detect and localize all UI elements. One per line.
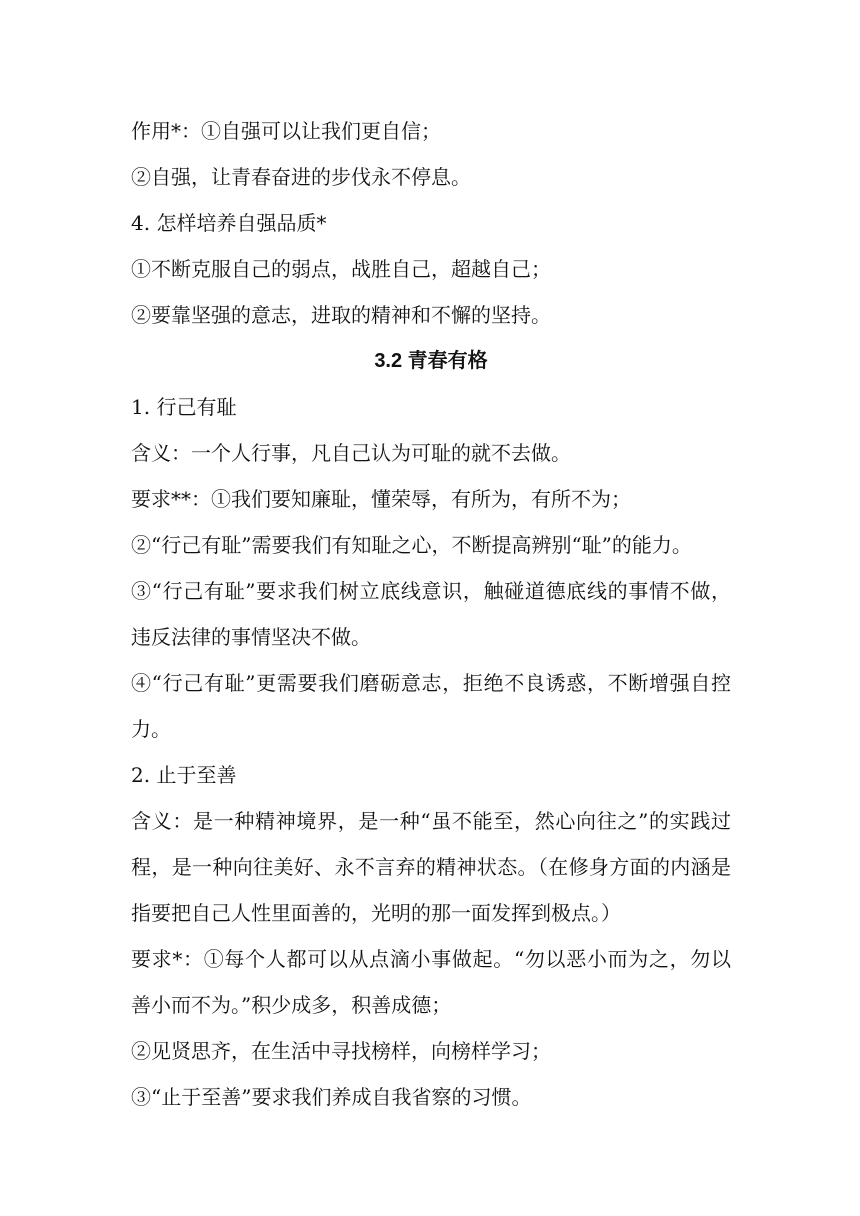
text-paragraph: ④“行己有耻”更需要我们磨砺意志，拒绝不良诱惑，不断增强自控力。 xyxy=(131,671,731,741)
text-line: 含义：一个人行事，凡自己认为可耻的就不去做。 xyxy=(131,441,571,465)
text-line: ②“行己有耻”需要我们有知耻之心，不断提高辨别“耻”的能力。 xyxy=(131,533,692,557)
text-line: 作用*：①自强可以让我们更自信； xyxy=(131,119,441,143)
text-paragraph: ③“行己有耻”要求我们树立底线意识，触碰道德底线的事情不做，违反法律的事情坚决不做。 xyxy=(131,579,731,649)
text-line: ①不断克服自己的弱点，战胜自己，超越自己； xyxy=(131,257,551,281)
section-heading: 3.2 青春有格 xyxy=(374,350,488,372)
text-line: ②要靠坚强的意志，进取的精神和不懈的坚持。 xyxy=(131,303,551,327)
text-paragraph: 含义：是一种精神境界，是一种“虽不能至，然心向往之”的实践过程，是一种向往美好、永不言弃的精神状态。（在修身方面的内涵是指要把自己人性里面善的，光明的那一面发挥到极点。） xyxy=(131,809,731,925)
text-line: ②自强，让青春奋进的步伐永不停息。 xyxy=(131,165,471,189)
text-paragraph: 要求*：①每个人都可以从点滴小事做起。“勿以恶小而为之，勿以善小而不为。”积少成多，积善成德； xyxy=(131,947,731,1017)
subheading: 1. 行己有耻 xyxy=(131,395,237,419)
text-line: ②见贤思齐，在生活中寻找榜样，向榜样学习； xyxy=(131,1039,551,1063)
text-line: 要求**：①我们要知廉耻，懂荣辱，有所为，有所不为； xyxy=(131,487,631,511)
text-line: ③“止于至善”要求我们养成自我省察的习惯。 xyxy=(131,1085,532,1109)
subheading: 2. 止于至善 xyxy=(131,763,237,787)
document-page xyxy=(131,108,731,1120)
subheading: 4. 怎样培养自强品质* xyxy=(131,211,327,235)
